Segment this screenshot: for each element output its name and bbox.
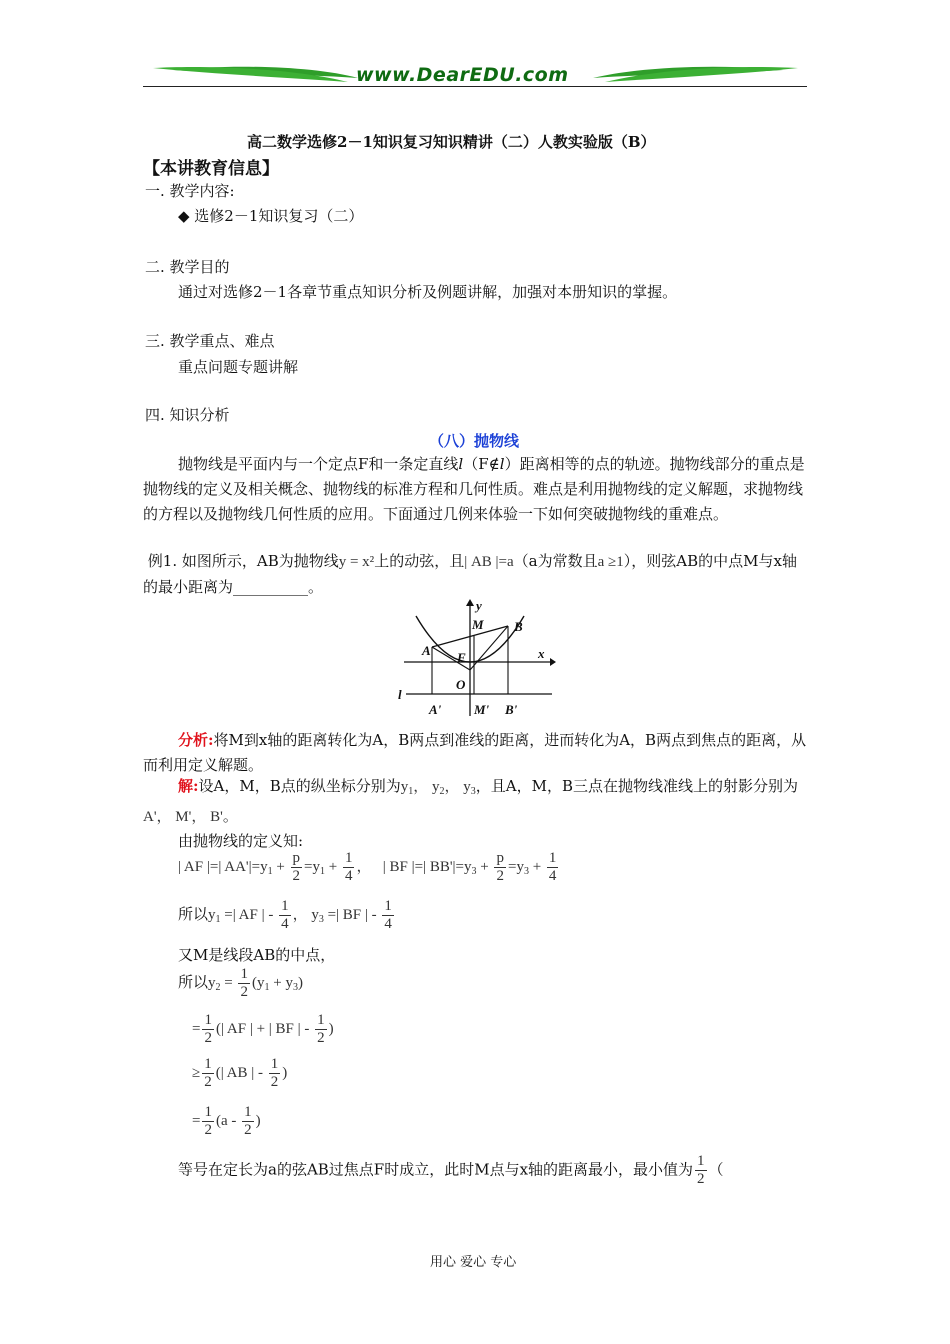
label-a: A <box>422 643 431 658</box>
midpoint-line: 又M是线段AB的中点， <box>178 946 336 964</box>
definition-line: 由抛物线的定义知: <box>178 832 304 850</box>
subsection-title: （八）抛物线 <box>429 432 520 450</box>
item-three-heading: 三. 教学重点、难点 <box>145 332 275 350</box>
y-axis-arrow <box>466 599 474 606</box>
equation-step-a: = $\frac{1}{2}$ (a - $\frac{1}{2}$ ) <box>192 1104 261 1138</box>
label-x: x <box>538 646 545 661</box>
label-o: O <box>456 677 466 692</box>
label-a-prime: A' <box>429 702 442 717</box>
item-one-heading: 一. 教学内容: <box>145 182 235 200</box>
item-four-heading: 四. 知识分析 <box>145 406 230 424</box>
label-m-prime: M' <box>474 702 490 717</box>
parabola-figure <box>398 598 558 722</box>
intro-paragraph: 抛物线是平面内与一个定点F和一条定直线l（F∉l）距离相等的点的轨迹。抛物线部分的重点是抛物线的定义及相关概念、抛物线的标准方程和几何性质。难点是利用抛物线的定义解题，求抛物线的方程以及抛物线几何性质的应用。下面通过几例来体验一下如何突破抛物线的重难点。 <box>143 455 805 523</box>
x-axis-arrow <box>550 658 556 666</box>
label-b-prime: B' <box>505 702 518 717</box>
solution-paragraph: 解:设A，M，B点的纵坐标分别为$y_1$， $y_2$， $y_3$，且A，M，B三点在抛物线准线上的射影分别为A'， M'， B'。 <box>143 777 799 825</box>
label-f: F <box>457 650 466 665</box>
page-title: 高二数学选修2－1知识复习知识精讲（二）人教实验版（B） <box>247 133 656 151</box>
item-two-body: 通过对选修2－1各章节重点知识分析及例题讲解，加强对本册知识的掌握。 <box>178 283 678 301</box>
label-l: l <box>398 687 402 702</box>
item-one-body: ◆ 选修2－1知识复习（二） <box>178 207 364 225</box>
analysis-paragraph: 分析:将M到x轴的距离转化为A，B两点到准线的距离，进而转化为A，B两点到焦点的距离，从而利用定义解题。 <box>143 731 807 774</box>
label-b: B <box>514 619 523 634</box>
equation-y1-y3: 所以$y_1$ =| AF | - $\frac{1}{4}$ ， $y_3$ =| BF | - $\frac{1}{4}$ <box>178 898 392 932</box>
item-three-body: 重点问题专题讲解 <box>178 358 299 376</box>
label-y: y <box>476 598 482 613</box>
example-paragraph: 例1. 如图所示，AB为抛物线y = x²上的动弦，且| AB |=a（a为常数且a ≥1），则弦AB的中点M与x轴的最小距离为__________。 <box>143 552 797 596</box>
logo-text: www.DearEDU.com <box>356 64 569 86</box>
equation-y2: 所以$y_2$ = $\frac{1}{2}$ $(y_1 + y_3)$ <box>178 966 303 1000</box>
section-heading: 【本讲教育信息】 <box>143 159 279 179</box>
page-footer: 用心 爱心 专心 <box>430 1255 517 1270</box>
conclusion-line: 等号在定长为a的弦AB过焦点F时成立，此时M点与x轴的距离最小，最小值为 $\frac{1}{2}$ （ <box>178 1153 724 1187</box>
equation-af-bf: | AF |=| $AA'|=y_1$ + $\frac{p}{2}$ $=y_1$ + $\frac{1}{4}$ ， | BF |=| $BB'|=y_3$ + $\frac{p}{2}$ $=y_3$ + $\frac{1}{4}$ <box>178 850 557 884</box>
item-two-heading: 二. 教学目的 <box>145 258 230 276</box>
header-rule <box>143 86 807 87</box>
segment-bf <box>470 626 508 670</box>
label-m: M <box>472 617 484 632</box>
equation-step-af-bf: = $\frac{1}{2}$ (| AF | + | BF | - $\frac{1}{2}$ ) <box>192 1012 334 1046</box>
equation-step-ab: ≥ $\frac{1}{2}$ (| AB | - $\frac{1}{2}$ ) <box>192 1056 288 1090</box>
